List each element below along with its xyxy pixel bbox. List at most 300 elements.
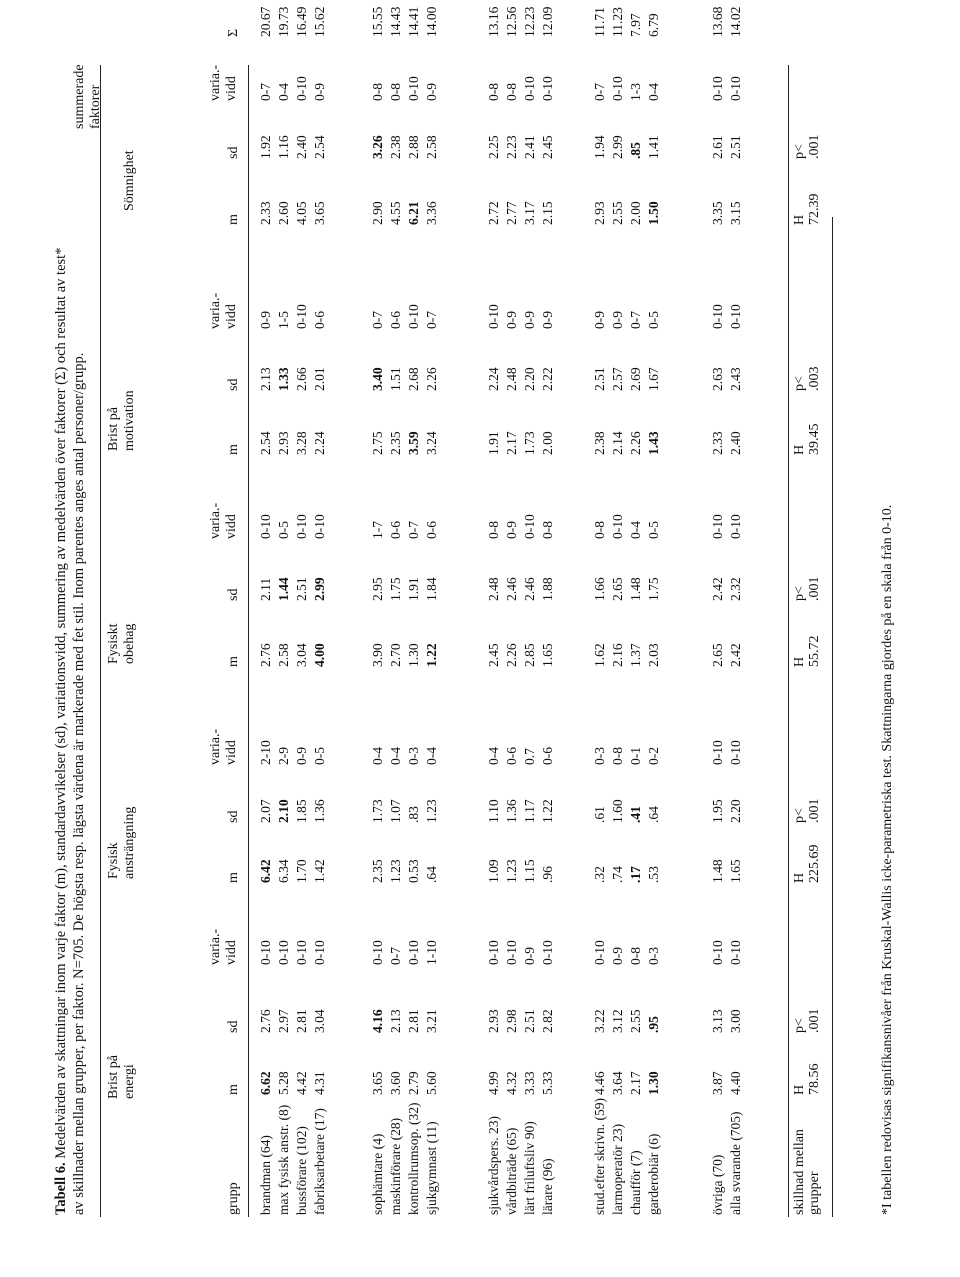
cell-value: 2.14 <box>610 431 625 455</box>
h-label: H <box>792 444 807 455</box>
cell-value: 5.28 <box>276 1071 291 1095</box>
cell-value: 0-10 <box>522 76 537 101</box>
cell-value: 3.22 <box>592 1009 607 1033</box>
cell-value: 0-9 <box>592 311 607 329</box>
cell-value: 3.60 <box>388 1071 403 1095</box>
cell-value: 0-10 <box>540 76 555 101</box>
cell-value: 0-4 <box>486 747 501 765</box>
cell-value: 0-5 <box>276 521 291 539</box>
table-row <box>522 0 537 1277</box>
cell-value: 2.35 <box>388 431 403 455</box>
cell-value: 0-2 <box>646 747 661 765</box>
cell-value: 2-10 <box>258 740 273 765</box>
cell-value: 2.20 <box>522 367 537 391</box>
cell-value: 1.36 <box>504 799 519 823</box>
cell-value: 14.02 <box>728 6 743 37</box>
varia-line2: vidd <box>224 76 239 101</box>
cell-value: .96 <box>540 866 555 883</box>
cell-value: 19.73 <box>276 6 291 37</box>
cell-value: 0-10 <box>710 304 725 329</box>
cell-value: 12.56 <box>504 6 519 37</box>
cell-value: 14.41 <box>406 6 421 37</box>
cell-value: 4.99 <box>486 1071 501 1095</box>
p-value: .001 <box>807 798 822 823</box>
varia-line1: varia.- <box>208 292 223 329</box>
cell-value: 2.51 <box>522 1009 537 1033</box>
cell-value: 3.36 <box>424 201 439 225</box>
cell-value: 1.23 <box>388 859 403 883</box>
p-label: p< <box>792 808 807 823</box>
cell-value: 2.95 <box>370 577 385 601</box>
cell-value: 3.65 <box>312 201 327 225</box>
col-header-sd-0: sd <box>226 1020 241 1033</box>
cell-value: 2.98 <box>504 1009 519 1033</box>
cell-value: 0-10 <box>312 514 327 539</box>
grupp-header: grupp <box>226 1182 241 1215</box>
cell-value: 3.65 <box>370 1071 385 1095</box>
cell-value: 1.75 <box>388 577 403 601</box>
row-label: stud.efter skrivn. (59) <box>592 1098 607 1215</box>
cell-value: 1-7 <box>370 521 385 539</box>
cell-value: 2.61 <box>710 135 725 159</box>
row-label: brandman (64) <box>258 1135 273 1215</box>
cell-value: 1-5 <box>276 311 291 329</box>
cell-value: 1.51 <box>388 367 403 391</box>
cell-value: .64 <box>646 806 661 823</box>
p-label: p< <box>792 376 807 391</box>
cell-value: 0-9 <box>610 311 625 329</box>
cell-value: 1.43 <box>646 431 661 455</box>
cell-value: 2.46 <box>522 577 537 601</box>
cell-value: 0-10 <box>294 940 309 965</box>
cell-value: 0-7 <box>592 83 607 101</box>
cell-value: 0-7 <box>370 311 385 329</box>
cell-value: 2.76 <box>258 1009 273 1033</box>
cell-value: 2.24 <box>312 431 327 455</box>
cell-value: 15.62 <box>312 6 327 37</box>
cell-value: 2.41 <box>522 135 537 159</box>
cell-value: 0-10 <box>728 940 743 965</box>
footnote: *I tabellen redovisas signifikansnivåer från Kruskal-Wallis icke-parametriska test. Skattningarna gjordes på en skala från 0-10. <box>880 504 895 1215</box>
cell-value: 1.42 <box>312 859 327 883</box>
cell-value: 2.48 <box>504 367 519 391</box>
cell-value: 2.69 <box>628 367 643 391</box>
row-label: larmoperatör 23) <box>610 1123 625 1215</box>
varia-line1: varia.- <box>208 502 223 539</box>
cell-value: 1.48 <box>628 577 643 601</box>
cell-value: 2.57 <box>610 367 625 391</box>
cell-value: 0-9 <box>540 311 555 329</box>
cell-value: 2.51 <box>728 135 743 159</box>
cell-value: 1.23 <box>504 859 519 883</box>
cell-value: 0-7 <box>258 83 273 101</box>
test-h-3 <box>792 424 822 456</box>
h-label: H <box>792 656 807 667</box>
cell-value: 0-10 <box>258 940 273 965</box>
cell-value: 2.81 <box>406 1009 421 1033</box>
cell-value: 3.64 <box>610 1071 625 1095</box>
cell-value: 0-4 <box>424 747 439 765</box>
table-row <box>504 0 519 1277</box>
cell-value: 0-10 <box>610 514 625 539</box>
factor-header-motivation: Brist på motivation <box>106 390 137 451</box>
cell-value: 2.81 <box>294 1009 309 1033</box>
test-h-4 <box>792 194 822 226</box>
cell-value: 3.26 <box>370 135 385 159</box>
cell-value: 2.46 <box>504 577 519 601</box>
cell-value: 1.92 <box>258 135 273 159</box>
cell-value: 0-6 <box>504 747 519 765</box>
cell-value: 0-7 <box>424 311 439 329</box>
cell-value: 2.00 <box>540 431 555 455</box>
cell-value: 1.09 <box>486 859 501 883</box>
cell-value: 6.21 <box>406 201 421 225</box>
test-p-1 <box>792 799 822 824</box>
cell-value: 2.42 <box>728 643 743 667</box>
table-row <box>388 0 403 1277</box>
cell-value: 14.43 <box>388 6 403 37</box>
cell-value: 1.91 <box>406 577 421 601</box>
varia-line2: vidd <box>224 940 239 965</box>
cell-value: 2.82 <box>540 1009 555 1033</box>
cell-value: 6.62 <box>258 1071 273 1095</box>
table-row <box>406 0 421 1277</box>
cell-value: 0-7 <box>388 947 403 965</box>
test-p-4 <box>792 135 822 160</box>
cell-value: 0-10 <box>276 940 291 965</box>
cell-value: 3.87 <box>710 1071 725 1095</box>
row-label: sjukvårdspers. 23) <box>486 1116 501 1215</box>
row-label: vårdbiträde (65) <box>504 1127 519 1215</box>
cell-value: 3.40 <box>370 367 385 391</box>
cell-value: 0-9 <box>424 83 439 101</box>
cell-value: 2.03 <box>646 643 661 667</box>
cell-value: 0-10 <box>710 76 725 101</box>
varia-line1: varia.- <box>208 728 223 765</box>
cell-value: 2.65 <box>710 643 725 667</box>
cell-value: 0-10 <box>540 940 555 965</box>
cell-value: 2.23 <box>504 135 519 159</box>
top-rule <box>100 65 101 1217</box>
table-row <box>628 0 643 1277</box>
cell-value: 2.48 <box>486 577 501 601</box>
cell-value: 1.65 <box>728 859 743 883</box>
test-p-0 <box>792 1009 822 1034</box>
cell-value: 3.04 <box>312 1009 327 1033</box>
cell-value: 2.76 <box>258 643 273 667</box>
cell-value: 0-10 <box>728 304 743 329</box>
cell-value: 1.22 <box>540 799 555 823</box>
cell-value: 15.55 <box>370 6 385 37</box>
h-value: 78.56 <box>807 1063 822 1095</box>
cell-value: 0-10 <box>406 304 421 329</box>
cell-value: 0-9 <box>522 947 537 965</box>
cell-value: 0-9 <box>312 83 327 101</box>
cell-value: 1.62 <box>592 643 607 667</box>
cell-value: 2.58 <box>424 135 439 159</box>
p-label: p< <box>792 586 807 601</box>
cell-value: 0-10 <box>294 514 309 539</box>
cell-value: 2.15 <box>540 201 555 225</box>
cell-value: 2.11 <box>258 577 273 601</box>
row-label: övriga (70) <box>710 1154 725 1215</box>
test-p-3 <box>792 367 822 392</box>
col-header-sd-2: sd <box>226 588 241 601</box>
row-label: sjukgymnast (11) <box>424 1121 439 1215</box>
p-label: p< <box>792 1018 807 1033</box>
col-header-sigma: Σ <box>226 28 241 37</box>
cell-value: 4.46 <box>592 1071 607 1095</box>
cell-value: 1.75 <box>646 577 661 601</box>
cell-value: 1.07 <box>388 799 403 823</box>
bottom-rule <box>832 217 833 1217</box>
row-label: garderobiär (6) <box>646 1133 661 1215</box>
cell-value: .85 <box>628 142 643 159</box>
cell-value: 0-8 <box>388 83 403 101</box>
cell-value: 4.32 <box>504 1071 519 1095</box>
cell-value: 1.67 <box>646 367 661 391</box>
table-row <box>486 0 501 1277</box>
cell-value: 0-9 <box>258 311 273 329</box>
cell-value: 0-4 <box>276 83 291 101</box>
cell-value: 3.00 <box>728 1009 743 1033</box>
col-header-varia-0 <box>208 929 240 965</box>
cell-value: 0-10 <box>710 514 725 539</box>
cell-value: 0-8 <box>486 83 501 101</box>
cell-value: 2.55 <box>610 201 625 225</box>
cell-value: 2.26 <box>424 367 439 391</box>
cell-value: 1.73 <box>370 799 385 823</box>
varia-line2: vidd <box>224 514 239 539</box>
cell-value: 2.17 <box>628 1071 643 1095</box>
factor-header-energi: Brist på energi <box>106 1055 137 1099</box>
cell-value: 0-10 <box>728 514 743 539</box>
cell-value: 0-4 <box>388 747 403 765</box>
cell-value: 0-6 <box>540 747 555 765</box>
row-label: sophämtare (4) <box>370 1133 385 1215</box>
row-label: kontrollrumsop. (32) <box>406 1102 421 1215</box>
cell-value: .41 <box>628 806 643 823</box>
p-value: .001 <box>807 1008 822 1033</box>
cell-value: .83 <box>406 806 421 823</box>
cell-value: 0-10 <box>370 940 385 965</box>
cell-value: 0-10 <box>504 940 519 965</box>
cell-value: 12.23 <box>522 6 537 37</box>
cell-value: .17 <box>628 866 643 883</box>
cell-value: 2.90 <box>370 201 385 225</box>
cell-value: 2.93 <box>276 431 291 455</box>
cell-value: 2.25 <box>486 135 501 159</box>
cell-value: 2.33 <box>710 431 725 455</box>
cell-value: 0-1 <box>628 747 643 765</box>
col-header-m-3: m <box>226 444 241 455</box>
cell-value: 0-8 <box>628 947 643 965</box>
varia-line2: vidd <box>224 740 239 765</box>
h-label: H <box>792 214 807 225</box>
cell-value: 2.68 <box>406 367 421 391</box>
cell-value: 1.44 <box>276 577 291 601</box>
cell-value: 0-10 <box>522 514 537 539</box>
cell-value: 2.54 <box>258 431 273 455</box>
test-h-1 <box>792 845 822 884</box>
cell-value: 0-10 <box>592 940 607 965</box>
varia-line1: varia.- <box>208 928 223 965</box>
cell-value: 0-10 <box>294 76 309 101</box>
col-header-varia-2 <box>208 503 240 539</box>
cell-value: 20.67 <box>258 6 273 37</box>
cell-value: 0-10 <box>486 304 501 329</box>
col-header-sd-4: sd <box>226 146 241 159</box>
cell-value: 1.17 <box>522 799 537 823</box>
row-label: fabriksarbetare (17) <box>312 1108 327 1215</box>
cell-value: 16.49 <box>294 6 309 37</box>
table-row <box>540 0 555 1277</box>
cell-value: 6.79 <box>646 13 661 37</box>
cell-value: 2.93 <box>486 1009 501 1033</box>
cell-value: 2.79 <box>406 1071 421 1095</box>
cell-value: 0-4 <box>628 521 643 539</box>
cell-value: 2.43 <box>728 367 743 391</box>
cell-value: 1.85 <box>294 799 309 823</box>
caption-line-2: av skillnader mellan grupper, per faktor. N=705. De högsta resp. lägsta värdena är markerade med fet stil. Inom parentes anges antal personer/grupp. <box>71 352 87 1215</box>
cell-value: 3.15 <box>728 201 743 225</box>
col-header-varia-4 <box>208 65 240 101</box>
p-label: p< <box>792 144 807 159</box>
cell-value: 2.75 <box>370 431 385 455</box>
cell-value: 2.60 <box>276 201 291 225</box>
table-row <box>610 0 625 1277</box>
cell-value: 1.36 <box>312 799 327 823</box>
cell-value: 1.15 <box>522 859 537 883</box>
cell-value: 11.71 <box>592 7 607 37</box>
cell-value: 0-9 <box>504 311 519 329</box>
cell-value: 6.34 <box>276 859 291 883</box>
cell-value: 2.93 <box>592 201 607 225</box>
cell-value: 13.68 <box>710 6 725 37</box>
col-header-m-1: m <box>226 872 241 883</box>
h-label: H <box>792 872 807 883</box>
cell-value: 0-9 <box>610 947 625 965</box>
cell-value: 7.97 <box>628 13 643 37</box>
h-value: 55.72 <box>807 635 822 667</box>
cell-value: .64 <box>424 866 439 883</box>
cell-value: 2.77 <box>504 201 519 225</box>
col-header-varia-3 <box>208 293 240 329</box>
cell-value: 2.26 <box>628 431 643 455</box>
cell-value: 1.91 <box>486 431 501 455</box>
cell-value: .32 <box>592 866 607 883</box>
cell-value: 0-9 <box>294 747 309 765</box>
col-header-sd-1: sd <box>226 810 241 823</box>
cell-value: 0-3 <box>646 947 661 965</box>
cell-value: 2.38 <box>592 431 607 455</box>
cell-value: 1-3 <box>628 83 643 101</box>
cell-value: 4.05 <box>294 201 309 225</box>
cell-value: 5.60 <box>424 1071 439 1095</box>
table-row <box>710 0 725 1277</box>
table-row <box>728 0 743 1277</box>
cell-value: 0-10 <box>294 304 309 329</box>
test-h-0 <box>792 1064 822 1096</box>
cell-value: 0.53 <box>406 859 421 883</box>
cell-value: 2.24 <box>486 367 501 391</box>
p-value: .003 <box>807 366 822 391</box>
cell-value: 1.88 <box>540 577 555 601</box>
cell-value: 2.54 <box>312 135 327 159</box>
cell-value: 0-5 <box>312 747 327 765</box>
cell-value: 2.99 <box>312 577 327 601</box>
cell-value: 2-9 <box>276 747 291 765</box>
varia-line1: varia.- <box>208 64 223 101</box>
row-label: maskinförare (28) <box>388 1117 403 1215</box>
factor-header-somnighet: Sömnighet <box>122 150 137 211</box>
cell-value: 1.41 <box>646 135 661 159</box>
cell-value: 0-9 <box>504 521 519 539</box>
col-header-m-0: m <box>226 1084 241 1095</box>
cell-value: 0-6 <box>312 311 327 329</box>
cell-value: 0-10 <box>710 740 725 765</box>
cell-value: 2.85 <box>522 643 537 667</box>
cell-value: 0-8 <box>486 521 501 539</box>
cell-value: 0-10 <box>710 940 725 965</box>
cell-value: 3.33 <box>522 1071 537 1095</box>
table-row <box>592 0 607 1277</box>
cell-value: 2.51 <box>294 577 309 601</box>
cell-value: 2.22 <box>540 367 555 391</box>
cell-value: 2.55 <box>628 1009 643 1033</box>
cell-value: 2.10 <box>276 799 291 823</box>
cell-value: 2.63 <box>710 367 725 391</box>
table-row <box>258 0 273 1277</box>
cell-value: .95 <box>646 1016 661 1033</box>
cell-value: 3.59 <box>406 431 421 455</box>
cell-value: 1.10 <box>486 799 501 823</box>
cell-value: 0-7 <box>628 311 643 329</box>
cell-value: 2.13 <box>258 367 273 391</box>
cell-value: .74 <box>610 866 625 883</box>
h-value: 72.39 <box>807 193 822 225</box>
cell-value: 0-10 <box>258 514 273 539</box>
cell-value: 1.95 <box>710 799 725 823</box>
h-value: 39.45 <box>807 423 822 455</box>
cell-value: 4.00 <box>312 643 327 667</box>
cell-value: 1.84 <box>424 577 439 601</box>
row-label: chaufför (7) <box>628 1150 643 1215</box>
cell-value: 2.45 <box>486 643 501 667</box>
cell-value: 0-3 <box>592 747 607 765</box>
cell-value: 1.48 <box>710 859 725 883</box>
cell-value: 2.26 <box>504 643 519 667</box>
cell-value: 0-10 <box>610 76 625 101</box>
cell-value: 3.12 <box>610 1009 625 1033</box>
cell-value: 4.40 <box>728 1071 743 1095</box>
cell-value: 2.99 <box>610 135 625 159</box>
table-row <box>424 0 439 1277</box>
test-p-2 <box>792 577 822 602</box>
cell-value: 1.30 <box>406 643 421 667</box>
cell-value: 0-4 <box>370 747 385 765</box>
cell-value: 2.65 <box>610 577 625 601</box>
table-number: Tabell 6. <box>53 1162 69 1215</box>
row-label: lärare (96) <box>540 1158 555 1215</box>
test-h-2 <box>792 636 822 668</box>
cell-value: 3.28 <box>294 431 309 455</box>
summary-label: skillnad mellan grupper <box>792 1129 822 1215</box>
cell-value: 0-10 <box>486 940 501 965</box>
cell-value: 1.73 <box>522 431 537 455</box>
cell-value: 2.33 <box>258 201 273 225</box>
col-header-m-2: m <box>226 656 241 667</box>
